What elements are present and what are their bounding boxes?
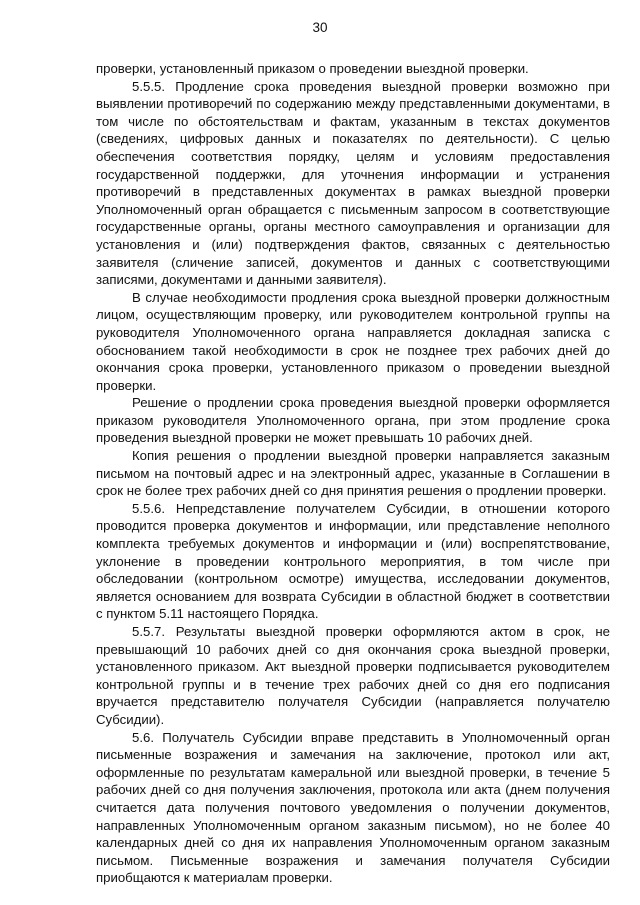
body-text [96, 60, 610, 887]
paragraph-continuation: проверки, установленный приказом о проведении выездной проверки. [96, 61, 529, 76]
page-number: 30 [312, 20, 328, 35]
paragraph-5-6: 5.6. Получатель Субсидии вправе представить в Уполномоченный орган письменные возражения и замечания на заключение, протокол или акт, оформленные по результатам камеральной или выездной проверки, в течение 5 рабочих дней со дня получения заключения, протокола или акта (днем получения считается дата получения почтового уведомления о получении документов, направленных Уполномоченным органом заказным письмом), но не более 40 календарных дней со дня их направления Уполномоченным органом заказным письмом. Письменные возражения и замечания получателя Субсидии приобщаются к материалам проверки. [96, 729, 610, 886]
paragraph-decision-copy: Копия решения о продлении выездной проверки направляется заказным письмом на почтовый адрес и на электронный адрес, указанные в Соглашении в срок не более трех рабочих дней со дня принятия решения о продлении проверки. [96, 448, 610, 499]
paragraph-5-5-5: 5.5.5. Продление срока проведения выездной проверки возможно при выявлении противоречий по содержанию между представленными документами, в том числе по обстоятельствам и фактам, указанным в текстах документов (сведениях, цифровых данных и показателях по деятельности). С целью обеспечения соответствия порядку, целям и условиям предоставления государственной поддержки, для уточнения информации и устранения противоречий в представленных документах в рамках выездной проверки Уполномоченный орган обращается с письменным запросом в соответствующие государственные органы, органы местного самоуправления и организации для установления и (или) подтверждения фактов, связанных с деятельностью заявителя (сличение записей, документов и данных с соответствующими записями, документами и данными заявителя). [96, 78, 610, 288]
paragraph-extension-decision: Решение о продлении срока проведения выездной проверки оформляется приказом руководителя Уполномоченного органа, при этом продление срока проведения выездной проверки не может превышать 10 рабочих дней. [96, 395, 610, 446]
paragraph-5-5-7: 5.5.7. Результаты выездной проверки оформляются актом в срок, не превышающий 10 рабочих дней со дня окончания срока выездной проверки, установленного приказом. Акт выездной проверки подписывается руководителем контрольной группы и в течение трех рабочих дней со дня его подписания вручается представителю получателя Субсидии (направляется получателю Субсидии). [96, 624, 610, 727]
paragraph-extension-request: В случае необходимости продления срока выездной проверки должностным лицом, осуществляющим проверку, или руководителем контрольной группы на руководителя Уполномоченного органа направляется докладная записка с обоснованием такой необходимости в срок не позднее трех рабочих дней до окончания срока проверки, установленного приказом о проведении выездной проверки. [96, 289, 610, 393]
paragraph-5-5-6: 5.5.6. Непредставление получателем Субсидии, в отношении которого проводится проверка документов и информации, или представление неполного комплекта требуемых документов и информации и (или) воспрепятствование, уклонение в проведении контрольного мероприятия, в том числе при обследовании (контрольном осмотре) имущества, исследовании документов, является основанием для возврата Субсидии в областной бюджет в соответствии с пунктом 5.11 настоящего Порядка. [96, 500, 610, 622]
